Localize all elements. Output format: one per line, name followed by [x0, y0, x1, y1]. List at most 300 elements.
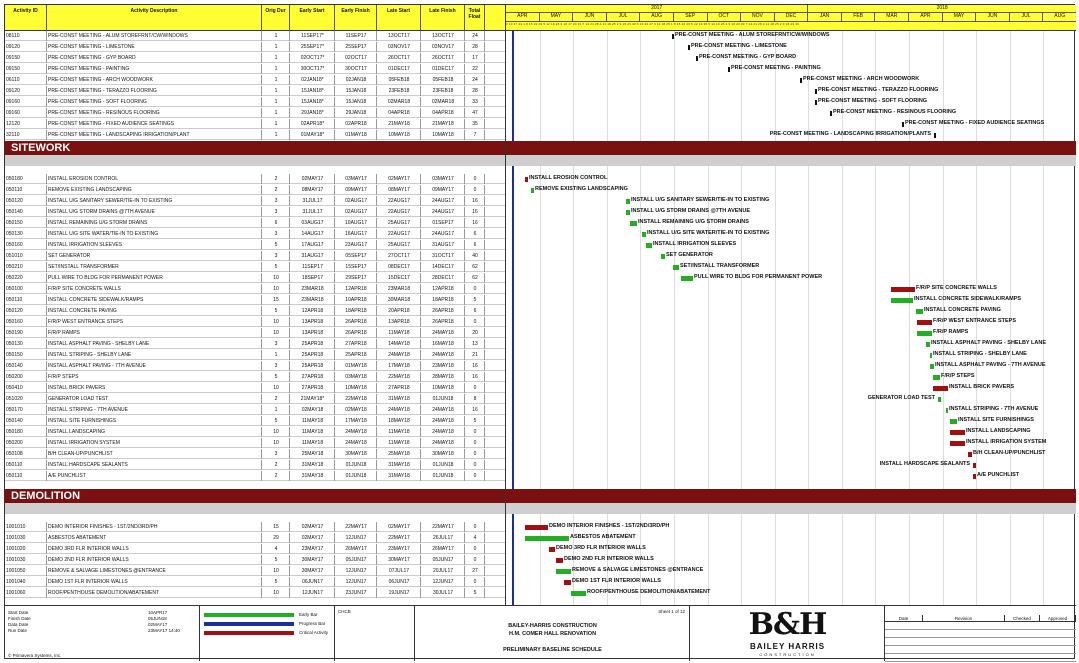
bar-label: DEMO 1ST FLR INTERIOR WALLS	[572, 578, 661, 584]
cell-id: 09160	[5, 108, 47, 118]
revision-header: Revision	[923, 615, 1005, 622]
cell-id: 050120	[5, 196, 47, 206]
month-gridline	[1043, 31, 1044, 605]
cell-es: 15JAN18*	[290, 97, 335, 107]
cell-dur: 1	[262, 97, 290, 107]
cell-id: 08110	[5, 31, 47, 41]
cell-es: 11SEP17	[290, 262, 335, 272]
bar-label: ASBESTOS ABATEMENT	[570, 534, 636, 540]
cell-lf: 03NOV17	[421, 42, 465, 52]
cell-dur: 2	[262, 471, 290, 481]
cell-ef: 03MAY18	[335, 372, 377, 382]
activity-bar	[917, 320, 932, 325]
cell-ef: 26APR18	[335, 328, 377, 338]
cell-id: 050140	[5, 416, 47, 426]
activity-bar	[681, 276, 693, 281]
cell-ef: 02APR18	[335, 119, 377, 129]
activity-bar	[891, 287, 915, 292]
cell-lf: 05FEB18	[421, 75, 465, 85]
month-label: MAY	[540, 13, 574, 22]
cell-ef: 02JAN18	[335, 75, 377, 85]
table-row	[5, 533, 505, 543]
date-value: 10APR17	[148, 610, 168, 615]
cell-dur: 1	[262, 31, 290, 41]
cell-dur: 5	[262, 372, 290, 382]
activity-bar	[728, 67, 730, 72]
bar-label: PRE-CONST MEETING - GYP BOARD	[699, 54, 797, 60]
table-row	[5, 229, 505, 239]
activity-bar	[973, 474, 976, 479]
table-row	[5, 240, 505, 250]
cell-es: 31MAY18	[290, 471, 335, 481]
cell-desc: PRE-CONST MEETING - PAINTING	[47, 64, 262, 74]
cell-ls: 19JUN17	[377, 588, 421, 598]
cell-ls: 06JUN17	[377, 577, 421, 587]
cell-desc: PRE-CONST MEETING - GYP BOARD	[47, 53, 262, 63]
date-label: Start Date	[8, 610, 29, 615]
month-label: MAR	[875, 13, 909, 22]
cell-es: 03AUG17	[290, 218, 335, 228]
cell-tf: 16	[465, 361, 485, 371]
bar-label: SET/INSTALL TRANSFORMER	[680, 263, 760, 269]
cell-dur: 3	[262, 196, 290, 206]
cell-ls: 10MAY18	[377, 130, 421, 140]
cell-dur: 10	[262, 284, 290, 294]
cell-es: 11MAY18	[290, 416, 335, 426]
bar-label: REMOVE & SALVAGE LIMESTONES @ENTRANCE	[572, 567, 704, 573]
activity-bar	[525, 177, 528, 182]
cell-es: 14AUG17	[290, 229, 335, 239]
table-row	[5, 372, 505, 382]
cell-tf: 6	[465, 240, 485, 250]
cell-lf: 02MAR18	[421, 97, 465, 107]
section-title: SITEWORK	[5, 141, 505, 155]
section-band	[506, 489, 1076, 503]
bar-label: INSTALL STRIPING - SHELBY LANE	[933, 351, 1027, 357]
activity-bar	[525, 536, 569, 541]
table-row	[5, 251, 505, 261]
cell-tf: 0	[465, 522, 485, 532]
revision-line	[885, 638, 1076, 646]
cell-es: 11SEP17*	[290, 31, 335, 41]
table-header	[5, 5, 505, 31]
cell-desc: SET/INSTALL TRANSFORMER	[47, 262, 262, 272]
cell-ls: 08DEC17	[377, 262, 421, 272]
cell-ef: 16AUG17	[335, 229, 377, 239]
table-row	[5, 449, 505, 459]
cell-es: 13APR18	[290, 317, 335, 327]
cell-dur: 15	[262, 522, 290, 532]
cell-desc: INSTALL HARDSCAPE SEALANTS	[47, 460, 262, 470]
cell-dur: 1	[262, 405, 290, 415]
cell-ef: 03MAY17	[335, 174, 377, 184]
cell-ls: 30MAY17	[377, 555, 421, 565]
cell-ls: 13APR18	[377, 317, 421, 327]
section-spacer	[5, 155, 505, 166]
cell-desc: DEMO 1ST FLR INTERIOR WALLS	[47, 577, 262, 587]
table-row	[5, 383, 505, 393]
bar-label: INSTALL REMAINING U/G STORM DRAINS	[638, 219, 749, 225]
activity-bar	[926, 342, 930, 347]
activity-bar	[902, 122, 904, 127]
cell-tf: 35	[465, 119, 485, 129]
cell-lf: 01JUN18	[421, 460, 465, 470]
cell-desc: INSTALL CONCRETE SIDEWALK/RAMPS	[47, 295, 262, 305]
activity-bar	[661, 254, 665, 259]
cell-es: 15JAN18*	[290, 86, 335, 96]
cell-desc: DEMO 2ND FLR INTERIOR WALLS	[47, 555, 262, 565]
activity-bar	[626, 199, 630, 204]
activity-bar	[933, 375, 940, 380]
cell-es: 02MAY18	[290, 405, 335, 415]
cell-ef: 02AUG17	[335, 196, 377, 206]
date-label: Run Date	[8, 628, 28, 633]
cell-id: 051010	[5, 251, 47, 261]
cell-dur: 3	[262, 229, 290, 239]
bar-label: INSTALL U/G SITE WATER/TIE-IN TO EXISTING	[647, 230, 770, 236]
year-label: 2018	[808, 5, 1076, 13]
cell-ls: 25MAY18	[377, 449, 421, 459]
cell-ls: 02MAR18	[377, 97, 421, 107]
revision-header: Checked	[1005, 615, 1040, 622]
month-label: JUL	[1010, 13, 1044, 22]
cell-ef: 15JAN18	[335, 97, 377, 107]
cell-es: 11MAY18	[290, 427, 335, 437]
month-gridline	[607, 31, 608, 605]
cell-es: 11MAY18	[290, 438, 335, 448]
cell-id: 050210	[5, 262, 47, 272]
cell-dur: 1	[262, 86, 290, 96]
section-spacer	[5, 503, 505, 514]
table-row	[5, 284, 505, 294]
cell-ls: 25AUG17	[377, 240, 421, 250]
cell-lf: 24MAY18	[421, 328, 465, 338]
gantt-chart	[505, 5, 1076, 605]
cell-dur: 5	[262, 577, 290, 587]
cell-tf: 62	[465, 273, 485, 283]
cell-ef: 02MAY18	[335, 405, 377, 415]
cell-id: 050200	[5, 438, 47, 448]
cell-dur: 10	[262, 328, 290, 338]
cell-ef: 09MAY17	[335, 185, 377, 195]
cell-ef: 05SEP17	[335, 251, 377, 261]
cell-ls: 08MAY17	[377, 185, 421, 195]
bar-label: DEMO 2ND FLR INTERIOR WALLS	[564, 556, 654, 562]
cell-tf: 7	[465, 130, 485, 140]
cell-dur: 3	[262, 361, 290, 371]
bar-label: INSTALL BRICK PAVERS	[949, 384, 1014, 390]
bar-label: PRE-CONST MEETING - PAINTING	[731, 65, 821, 71]
date-value: 02MAY17	[148, 622, 168, 627]
bar-label: INSTALL LANDSCAPING	[966, 428, 1031, 434]
table-row	[5, 328, 505, 338]
cell-tf: 27	[465, 566, 485, 576]
month-gridline	[741, 31, 742, 605]
cell-ls: 20APR18	[377, 306, 421, 316]
cell-lf: 01DEC17	[421, 64, 465, 74]
cell-lf: 24AUG17	[421, 229, 465, 239]
timescale-header	[506, 5, 1076, 31]
cell-tf: 22	[465, 64, 485, 74]
cell-desc: DEMO INTERIOR FINISHES - 1ST/2ND/3RD/PH	[47, 522, 262, 532]
logo-tagline: CONSTRUCTION	[759, 652, 816, 657]
bar-label: ROOF/PENTHOUSE DEMOLITION/ABATEMENT	[587, 589, 711, 595]
cell-ef: 23AUG17	[335, 240, 377, 250]
cell-es: 02APR18*	[290, 119, 335, 129]
cell-lf: 22MAY17	[421, 522, 465, 532]
date-row	[8, 628, 198, 634]
cell-tf: 17	[465, 53, 485, 63]
cell-ef: 12JUN17	[335, 566, 377, 576]
cell-ef: 02OCT17	[335, 53, 377, 63]
cell-lf: 24MAY18	[421, 350, 465, 360]
cell-lf: 24MAY18	[421, 438, 465, 448]
logo-mark: B&H	[748, 607, 827, 642]
cell-lf: 31OCT17	[421, 251, 465, 261]
cell-es: 25MAY18	[290, 449, 335, 459]
cell-tf: 5	[465, 416, 485, 426]
activity-bar	[917, 331, 932, 336]
cell-tf: 0	[465, 577, 485, 587]
cell-es: 25APR18	[290, 350, 335, 360]
cell-tf: 0	[465, 449, 485, 459]
cell-lf: 24AUG17	[421, 196, 465, 206]
bar-label: INSTALL ASPHALT PAVING - 7TH AVENUE	[935, 362, 1046, 368]
cell-desc: PRE-CONST MEETING - LIMESTONE	[47, 42, 262, 52]
cell-ls: 22AUG17	[377, 229, 421, 239]
bar-label: PRE-CONST MEETING - LANDSCAPING IRRIGATION/PLANTS	[769, 131, 931, 137]
cell-es: 25APR18	[290, 361, 335, 371]
cell-lf: 14DEC17	[421, 262, 465, 272]
data-date-line	[512, 31, 514, 605]
cell-es: 27APR18	[290, 372, 335, 382]
table-row	[5, 273, 505, 283]
cell-id: 09120	[5, 86, 47, 96]
bar-label: PRE-CONST MEETING - FIXED AUDIENCE SEATINGS	[905, 120, 1045, 126]
table-row	[5, 544, 505, 554]
cell-tf: 0	[465, 174, 485, 184]
activity-bar	[672, 34, 674, 39]
cell-ls: 15DEC17	[377, 273, 421, 283]
cell-desc: ASBESTOS ABATEMENT	[47, 533, 262, 543]
cell-desc: F/R/P STEPS	[47, 372, 262, 382]
cell-ls: 11MAY18	[377, 427, 421, 437]
revision-line	[885, 622, 1076, 630]
activity-bar	[688, 45, 690, 50]
cell-tf: 0	[465, 427, 485, 437]
cell-lf: 20JUL17	[421, 566, 465, 576]
month-label: JUL	[607, 13, 641, 22]
cell-desc: SET GENERATOR	[47, 251, 262, 261]
cell-tf: 62	[465, 262, 485, 272]
cell-es: 25SEP17*	[290, 42, 335, 52]
cell-desc: INSTALL STRIPING - SHELBY LANE	[47, 350, 262, 360]
cell-ls: 31MAY18	[377, 471, 421, 481]
cell-dur: 1	[262, 119, 290, 129]
cell-lf: 12APR18	[421, 284, 465, 294]
legend-item	[204, 629, 332, 638]
cell-lf: 26APR18	[421, 306, 465, 316]
cell-es: 06JUN17	[290, 577, 335, 587]
cell-ls: 31MAY18	[377, 394, 421, 404]
cell-dur: 10	[262, 273, 290, 283]
cell-tf: 40	[465, 251, 485, 261]
cell-ls: 05FEB18	[377, 75, 421, 85]
week-labels: 3 10 17 24 1 8 15 22 29 5 12 19 26 3 10 17 24 31 7 14 21 28 4 11 18 25 2 9 16 23 30 6 13 20 27 4 11 18 25 1 8 15 22 29 5 12 19 26 5 12 19 26 2 9 16 23 30 7 14 21 28 4 11 18 25 2 9 16 23 30	[506, 22, 799, 26]
table-row	[5, 588, 505, 598]
cell-tf: 20	[465, 328, 485, 338]
cell-es: 02MAY17	[290, 533, 335, 543]
month-label: AUG	[1043, 13, 1076, 22]
table-row	[5, 196, 505, 206]
month-label: SEP	[674, 13, 708, 22]
activity-bar	[556, 569, 571, 574]
cell-dur: 10	[262, 383, 290, 393]
bar-label: PRE-CONST MEETING - RESINOUS FLOORING	[833, 109, 957, 115]
date-label: Finish Date	[8, 616, 31, 621]
cell-tf: 16	[465, 372, 485, 382]
cell-id: 050410	[5, 383, 47, 393]
cell-lf: 18APR18	[421, 295, 465, 305]
company-name: BAILEY-HARRIS CONSTRUCTION	[508, 623, 597, 629]
table-row	[5, 427, 505, 437]
cell-ef: 10APR18	[335, 295, 377, 305]
section-band	[506, 141, 1076, 155]
cell-id: 050108	[5, 449, 47, 459]
cell-dur: 10	[262, 427, 290, 437]
cell-id: 050160	[5, 240, 47, 250]
cell-id: 12120	[5, 119, 47, 129]
bar-label: PRE-CONST MEETING - ARCH WOODWORK	[803, 76, 920, 82]
cell-ls: 07JUL17	[377, 566, 421, 576]
cell-es: 30MAY17	[290, 555, 335, 565]
cell-es: 01MAY18*	[290, 130, 335, 140]
table-row	[5, 405, 505, 415]
cell-tf: 24	[465, 31, 485, 41]
table-row	[5, 53, 505, 63]
legend-label: Progress Bar	[299, 621, 326, 626]
month-gridline	[674, 31, 675, 605]
cell-ef: 01JUN18	[335, 471, 377, 481]
cell-desc: INSTALL IRRIGATION SYSTEM	[47, 438, 262, 448]
cell-lf: 26JUL17	[421, 533, 465, 543]
cell-tf: 0	[465, 544, 485, 554]
cell-dur: 5	[262, 555, 290, 565]
table-row	[5, 577, 505, 587]
cell-lf: 24MAY18	[421, 427, 465, 437]
table-row	[5, 86, 505, 96]
activity-bar	[973, 463, 976, 468]
bar-label: DEMO 3RD FLR INTERIOR WALLS	[556, 545, 646, 551]
cell-dur: 2	[262, 185, 290, 195]
cell-tf: 5	[465, 295, 485, 305]
bar-label: B/H CLEAN-UP/PUNCHLIST	[973, 450, 1046, 456]
cell-ef: 29SEP17	[335, 273, 377, 283]
cell-es: 30MAY17	[290, 566, 335, 576]
cell-lf: 13OCT17	[421, 31, 465, 41]
cell-id: 09150	[5, 53, 47, 63]
cell-es: 02MAY17	[290, 174, 335, 184]
activity-bar	[800, 78, 802, 83]
bar-label: INSTALL IRRIGATION SYSTEM	[966, 439, 1047, 445]
cell-desc: REMOVE EXISTING LANDSCAPING	[47, 185, 262, 195]
copyright-text: © Primavera Systems, Inc.	[8, 653, 62, 658]
month-label: AUG	[640, 13, 674, 22]
date-label: Data Date	[8, 622, 29, 627]
cell-tf: 0	[465, 460, 485, 470]
revision-line	[885, 646, 1076, 654]
cell-id: 050140	[5, 207, 47, 217]
cell-desc: INSTALL U/G SANITARY SEWER/TIE-IN TO EXISTING	[47, 196, 262, 206]
table-row	[5, 207, 505, 217]
activity-bar	[626, 210, 630, 215]
cell-desc: B/H CLEAN-UP/PUNCHLIST	[47, 449, 262, 459]
date-value: 05JUN18	[148, 616, 167, 621]
bar-label: INSTALL SITE FURNISHINGS	[958, 417, 1034, 423]
legend-swatch	[204, 622, 294, 626]
cell-desc: INSTALL REMAINING U/G STORM DRAINS	[47, 218, 262, 228]
cell-tf: 21	[465, 350, 485, 360]
bar-label: INSTALL EROSION CONTROL	[529, 175, 608, 181]
activity-bar	[564, 580, 571, 585]
cell-es: 21MAY18*	[290, 394, 335, 404]
cell-desc: DEMO 3RD FLR INTERIOR WALLS	[47, 544, 262, 554]
table-row	[5, 174, 505, 184]
table-row	[5, 262, 505, 272]
table-row	[5, 42, 505, 52]
cell-desc: PRE-CONST MEETING - LANDSCAPING IRRIGATION/PLANT	[47, 130, 262, 140]
cell-ef: 22MAY18	[335, 394, 377, 404]
date-block	[5, 606, 200, 661]
cell-ef: 01MAY18	[335, 361, 377, 371]
bar-label: INSTALL U/G SANITARY SEWER/TIE-IN TO EXISTING	[631, 197, 770, 203]
cell-lf: 04APR18	[421, 108, 465, 118]
month-gridline	[573, 31, 574, 605]
cell-dur: 1	[262, 350, 290, 360]
activity-bar	[646, 243, 652, 248]
logo-name: BAILEY HARRIS	[749, 642, 826, 651]
cell-desc: GENERATOR LOAD TEST	[47, 394, 262, 404]
cell-dur: 1	[262, 53, 290, 63]
cell-desc: REMOVE & SALVAGE LIMESTONES @ENTRANCE	[47, 566, 262, 576]
cell-es: 25APR18	[290, 339, 335, 349]
cell-desc: PRE-CONST MEETING - ALUM STOREFRNT/CW/WINDOWS	[47, 31, 262, 41]
table-row	[5, 108, 505, 118]
month-gridline	[842, 31, 843, 605]
column-header: Late Start	[377, 5, 421, 31]
cell-id: 050220	[5, 273, 47, 283]
cell-tf: 0	[465, 317, 485, 327]
code-block	[335, 606, 415, 661]
cell-id: 050180	[5, 427, 47, 437]
table-row	[5, 471, 505, 481]
cell-ls: 27APR18	[377, 383, 421, 393]
cell-id: 1001040	[5, 577, 47, 587]
cell-ef: 26APR18	[335, 317, 377, 327]
cell-desc: INSTALL STRIPING - 7TH AVENUE	[47, 405, 262, 415]
month-gridline	[708, 31, 709, 605]
year-label: 2017	[506, 5, 808, 13]
cell-id: 09150	[5, 64, 47, 74]
cell-ls: 24MAY18	[377, 405, 421, 415]
cell-es: 31JUL17	[290, 207, 335, 217]
cell-ef: 29JAN18	[335, 108, 377, 118]
section-title: DEMOLITION	[5, 489, 505, 503]
activity-table	[5, 5, 505, 605]
table-row	[5, 75, 505, 85]
table-row	[5, 119, 505, 129]
cell-lf: 30JUL17	[421, 588, 465, 598]
